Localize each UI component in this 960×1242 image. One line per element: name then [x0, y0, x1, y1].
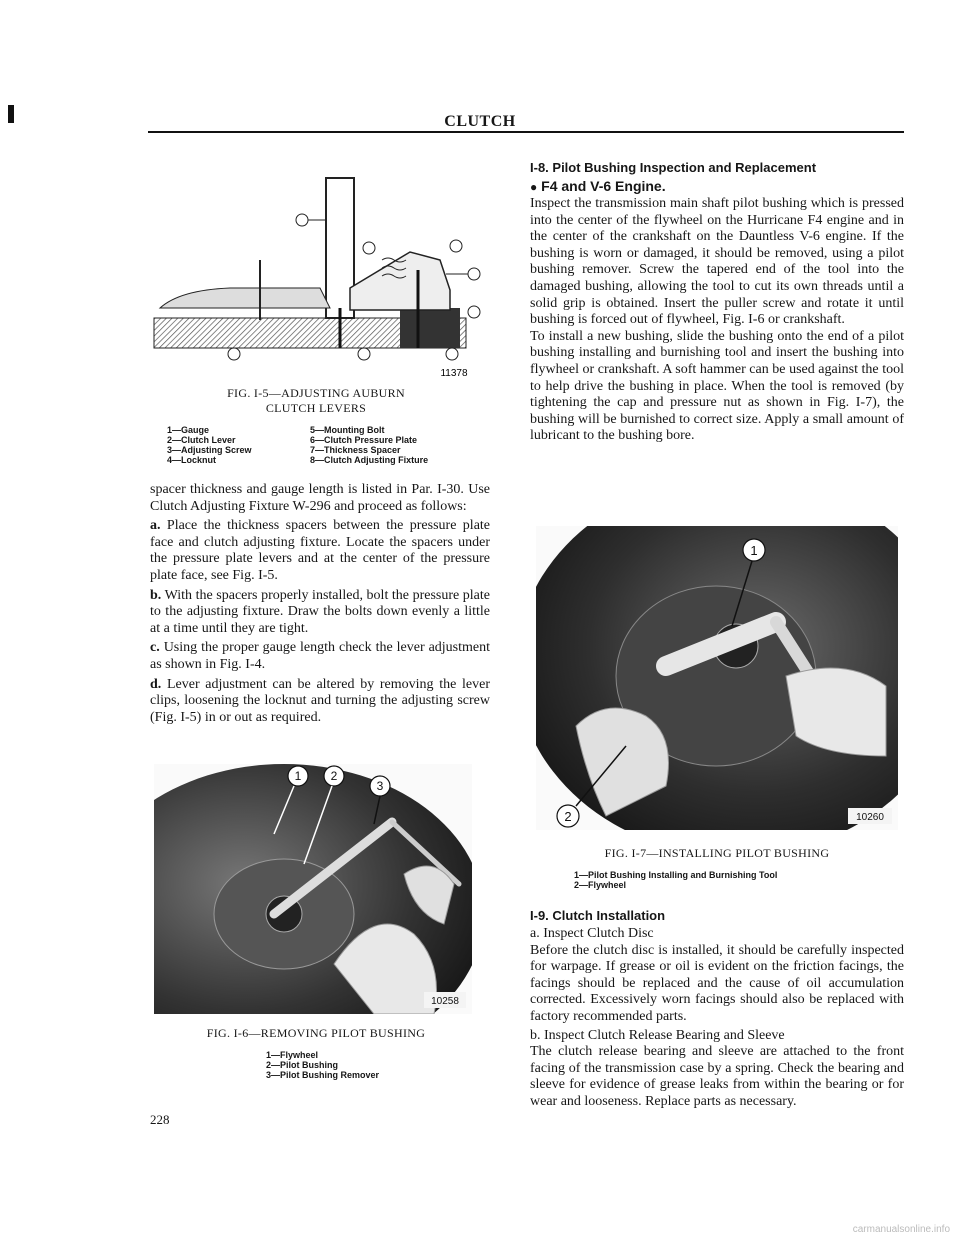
figure-i5-legend-left: [167, 425, 252, 465]
legend-item: 1—Gauge: [167, 425, 210, 435]
left-column-text: [150, 482, 490, 726]
figure-i5-caption-line1: FIG. I-5—ADJUSTING AUBURN: [227, 386, 405, 400]
page-number: 228: [150, 1112, 170, 1127]
legend-item: 3—Pilot Bushing Remover: [266, 1070, 380, 1080]
step-b-label: b.: [150, 587, 162, 603]
svg-text:2: 2: [330, 769, 338, 783]
section-i9-sub-b: b. Inspect Clutch Release Bearing and Sleeve: [530, 1027, 785, 1043]
legend-item: 8—Clutch Adjusting Fixture: [310, 455, 429, 465]
legend-item: 4—Locknut: [167, 455, 217, 465]
svg-text:3: 3: [376, 779, 384, 793]
step-a-text: Place the thickness spacers between the pressure plate face and clutch adjusting fixture. Locate the spacers under the pressure plate levers and at the center of the pressure plate face, see Fig. I-5.: [150, 518, 491, 583]
legend-item: 2—Clutch Lever: [167, 435, 236, 445]
section-i9-sub-a: a. Inspect Clutch Disc: [530, 926, 654, 941]
legend-item: 6—Clutch Pressure Plate: [310, 435, 418, 445]
legend-item: 1—Pilot Bushing Installing and Burnishing Tool: [574, 870, 778, 880]
step-b: [150, 588, 490, 638]
svg-text:2: 2: [564, 809, 572, 824]
step-c-label: c.: [150, 640, 160, 656]
figure-i6-caption: FIG. I-6—REMOVING PILOT BUSHING: [206, 1026, 426, 1040]
step-d: [150, 677, 490, 727]
step-d-label: d.: [150, 676, 162, 692]
figure-i7-caption: FIG. I-7—INSTALLING PILOT BUSHING: [604, 846, 830, 860]
section-i8-para1: Inspect the transmission main shaft pilot bushing which is pressed into the center of the flywheel on the Hurricane F4 engine and in the center of the crankshaft on the Dauntless V-6 engine. If the bushing is worn or damaged, it should be removed, using a pilot bushing remover. Screw the tapered end of the tool into the damaged bushing, allowing the tool to cut its own threads until a solid grip is obtained. Insert the puller screw and rotate it until bushing is forced out of flywheel, Fig. I-6 or crankshaft.: [530, 196, 904, 328]
figure-i7-number: 10260: [856, 812, 884, 823]
figure-i5-legend-right: [310, 425, 428, 465]
section-i8-bullet: [530, 178, 904, 194]
section-i8-bullet-text: F4 and V-6 Engine.: [541, 178, 666, 194]
footer-watermark: carmanualsonline.info: [852, 1224, 950, 1235]
step-a: [150, 518, 490, 584]
legend-item: 2—Flywheel: [574, 880, 627, 890]
figure-i5-caption-line2: CLUTCH LEVERS: [265, 401, 367, 415]
bullet-icon: ●: [530, 180, 538, 194]
figure-i5-diagram: [150, 170, 482, 378]
legend-item: 1—Flywheel: [266, 1050, 319, 1060]
step-c: [150, 640, 490, 673]
figure-i5-caption: [150, 386, 482, 416]
legend-item: 5—Mounting Bolt: [310, 425, 385, 435]
legend-item: 2—Pilot Bushing: [266, 1060, 338, 1070]
watermark-logo: [360, 596, 371, 635]
section-i9-heading: I-9. Clutch Installation: [530, 908, 666, 923]
step-c-text: Using the proper gauge length check the lever adjustment as shown in Fig. I-4.: [150, 640, 491, 672]
section-i9-para-a: Before the clutch disc is installed, it should be carefully inspected for warpage. If grease or oil is evident on the friction facings, the facings should be replaced and the cause of oil accumulation corrected. Excessively worn facings should also be replaced with factory recommended parts.: [530, 942, 904, 1024]
step-b-text: With the spacers properly installed, bolt the pressure plate to the adjusting fixture. Draw the bolts down evenly a little at a time until they are tight.: [150, 587, 491, 636]
section-i8-heading: I-8. Pilot Bushing Inspection and Replacement: [530, 160, 817, 175]
page-title: CLUTCH: [444, 113, 516, 130]
section-i8: [530, 160, 904, 445]
figure-i7-photo: [536, 526, 898, 830]
figure-i6-photo: [154, 764, 472, 1014]
section-i9-para-b: The clutch release bearing and sleeve are attached to the front facing of the transmission case by a spring. Check the bearing and sleeve for evidence of grease leaks from within the bearing or for wear and looseness. Replace parts as necessary.: [530, 1044, 904, 1109]
svg-text:1: 1: [750, 543, 758, 558]
figure-i6-legend: [266, 1050, 379, 1080]
figure-i6-number: 10258: [431, 996, 459, 1007]
intro-paragraph: spacer thickness and gauge length is listed in Par. I-30. Use Clutch Adjusting Fixture W-296 and proceed as follows:: [150, 482, 490, 514]
header-rule: [148, 131, 904, 133]
svg-text:1: 1: [294, 769, 302, 783]
legend-item: 7—Thickness Spacer: [310, 445, 401, 455]
figure-i7-legend: [574, 870, 777, 890]
figure-i5-number: 11378: [440, 368, 468, 378]
section-i8-para2: To install a new bushing, slide the bushing onto the end of a pilot bushing installing and burnishing tool and insert the bushing into flywheel or crankshaft. A soft hammer can be used against the tool to help drive the bushing in place. When the tool is removed (by tightening the cap and pressure nut as shown in Fig. I-7), the bushing will be burnished to correct size. Apply a small amount of lubricant to the bushing bore.: [530, 328, 904, 444]
step-a-label: a.: [150, 518, 161, 534]
legend-item: 3—Adjusting Screw: [167, 445, 252, 455]
step-d-text: Lever adjustment can be altered by removing the lever clips, loosening the locknut and turning the adjusting screw (Fig. I-5) in or out as required.: [150, 676, 490, 725]
section-i9: [530, 908, 904, 1111]
